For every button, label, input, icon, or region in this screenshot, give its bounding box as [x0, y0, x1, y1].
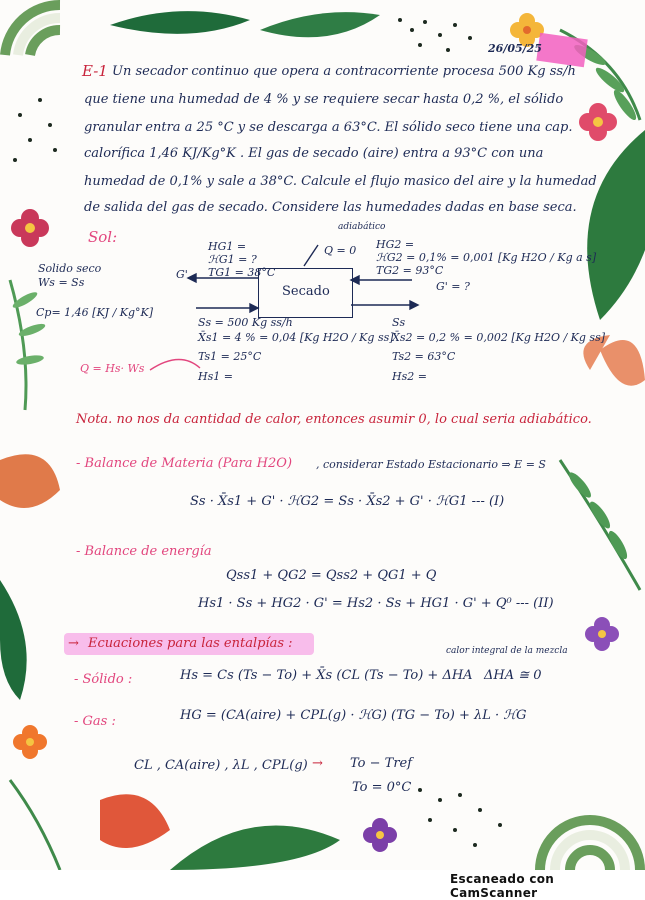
- note-ws: Ws = Ss: [38, 276, 85, 289]
- problem-line-3: granular entra a 25 °C y se descarga a 63°C. El sólido seco tiene una cap.: [84, 120, 573, 135]
- problem-line-1: Un secador continuo que opera a contracorriente procesa 500 Kg ss/h: [112, 64, 576, 79]
- scanner-watermark: Escaneado con CamScanner: [450, 872, 555, 900]
- tg1: TG1 = 38°C: [208, 266, 276, 279]
- gas-label: - Gas :: [74, 714, 116, 729]
- hs2: Hs2 =: [392, 370, 427, 383]
- enthalpy-annotation: calor integral de la mezcla: [446, 646, 568, 656]
- ts2: Ts2 = 63°C: [392, 350, 456, 363]
- energy-balance-title: - Balance de energía: [76, 544, 212, 559]
- xg1: ℋG1 = ?: [208, 253, 257, 266]
- adiabatic-label: adiabático: [338, 222, 386, 232]
- vars-arrow: →: [312, 756, 323, 771]
- note-solid-dry: Solido seco: [38, 262, 102, 275]
- energy-eq1: Qss1 + QG2 = Qss2 + QG1 + Q: [226, 568, 437, 583]
- reference-temp-2: To = 0°C: [352, 780, 412, 795]
- problem-label: E-1: [82, 62, 108, 80]
- solid-label: - Sólido :: [74, 672, 133, 687]
- xs2: X̄s2 = 0,2 % = 0,002 [Kg H2O / Kg ss]: [392, 331, 606, 344]
- dryer-label: Secado: [282, 284, 330, 299]
- gas-left-label: G': [176, 268, 188, 281]
- xs1: X̄s1 = 4 % = 0,04 [Kg H2O / Kg ss]: [198, 331, 394, 344]
- energy-eq2: Hs1 · Ss + HG2 · G' = Hs2 · Ss + HG1 · G' + Q⁰ --- (II): [198, 596, 554, 611]
- reference-temp-1: To − Tref: [350, 756, 413, 771]
- gas-equation: HG = (CA(aire) + CPL(g) · ℋG) (TG − To) + λL · ℋG: [180, 708, 527, 723]
- mass-balance-equation: Ss · X̄s1 + G' · ℋG2 = Ss · X̄s2 + G' · ℋG1 --- (I): [190, 494, 505, 509]
- enthalpy-title: Ecuaciones para las entalpías :: [88, 636, 293, 651]
- solution-label: Sol:: [88, 228, 118, 246]
- ss-out: Ss: [392, 316, 406, 329]
- xg2: ℋG2 = 0,1% = 0,001 [Kg H2O / Kg a s]: [376, 251, 597, 264]
- solid-approx: ΔHA ≅ 0: [484, 668, 542, 683]
- ss-in: Ss = 500 Kg ss/h: [198, 316, 293, 329]
- hg1: HG1 =: [208, 240, 247, 253]
- problem-line-4: calorífica 1,46 KJ/Kg°K . El gas de secado (aire) entra a 93°C con una: [84, 146, 544, 161]
- enthalpy-arrow: →: [68, 636, 79, 651]
- ts1: Ts1 = 25°C: [198, 350, 262, 363]
- note-cp: Cp= 1,46 [KJ / Kg°K]: [36, 306, 154, 319]
- variables-list: CL , CA(aire) , λL , CPL(g): [134, 758, 308, 773]
- gas-right-label: G' = ?: [436, 280, 470, 293]
- date: 26/05/25: [488, 42, 542, 55]
- problem-line-6: de salida del gas de secado. Considere las humedades dadas en base seca.: [84, 200, 577, 215]
- note-text: Nota. no nos da cantidad de calor, entonces asumir 0, lo cual seria adiabático.: [76, 412, 592, 427]
- problem-line-2: que tiene una humedad de 4 % y se requiere secar hasta 0,2 %, el sólido: [84, 92, 564, 107]
- hs1: Hs1 =: [198, 370, 233, 383]
- q-value: Q = 0: [324, 244, 357, 257]
- solid-equation: Hs = Cs (Ts − To) + X̄s (CL (Ts − To) + ΔHA: [180, 668, 473, 683]
- note-q: Q = Hs· Ws: [80, 362, 145, 375]
- problem-line-5: humedad de 0,1% y sale a 38°C. Calcule el flujo masico del aire y la humedad: [84, 174, 597, 189]
- hg2: HG2 =: [376, 238, 415, 251]
- mass-balance-condition: , considerar Estado Estacionario ⇒ E = S: [316, 458, 546, 471]
- tg2: TG2 = 93°C: [376, 264, 444, 277]
- mass-balance-title: - Balance de Materia (Para H2O): [76, 456, 293, 471]
